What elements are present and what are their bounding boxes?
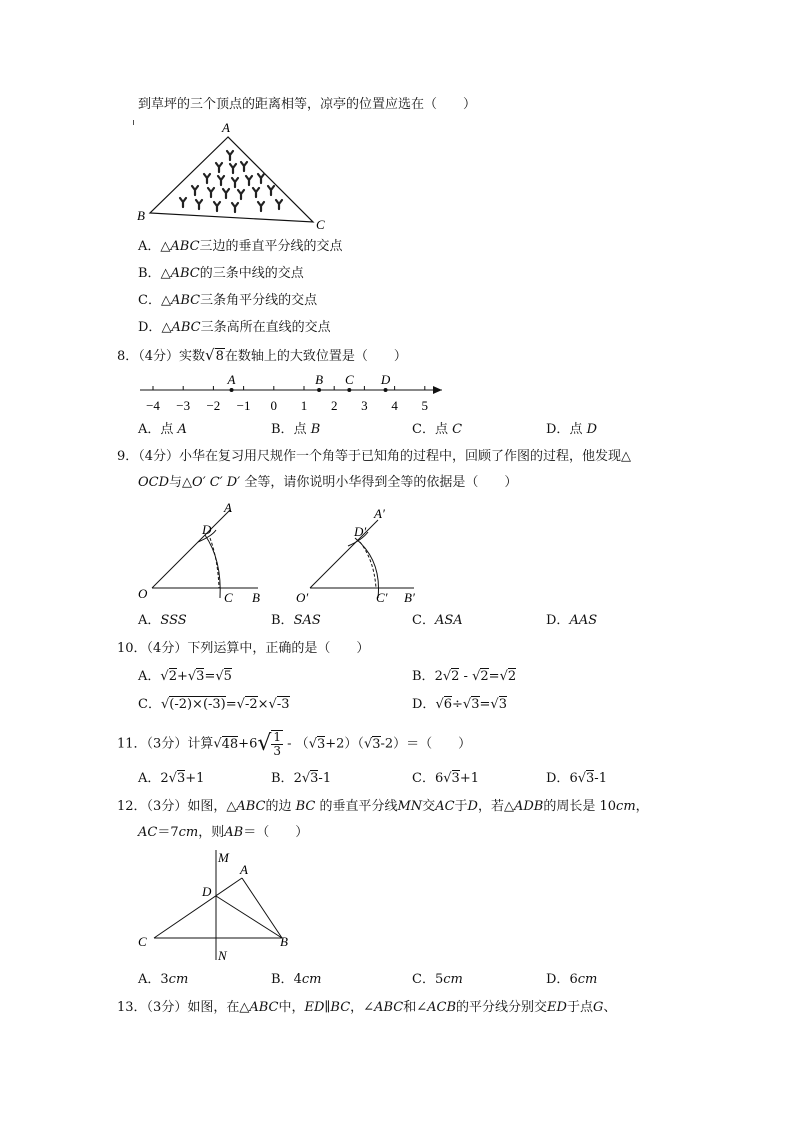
q10-stem: 10．（4分）下列运算中，正确的是（ ） — [117, 641, 370, 656]
axis-arrow — [433, 386, 442, 394]
tick-label: 5 — [421, 398, 429, 413]
tick-label: −3 — [176, 398, 191, 413]
q11-option-b[interactable]: B．2√3-1 — [271, 771, 332, 786]
q7-label-a: A — [222, 120, 230, 135]
sqrt-sign: √ — [205, 346, 215, 364]
fig2-label-b: B′ — [404, 590, 415, 605]
q7-option-c[interactable]: C．△ABC三条角平分线的交点 — [138, 293, 318, 308]
tick-label: −4 — [146, 398, 160, 413]
q13-stem: 13．（3分）如图，在△ABC中，ED∥BC，∠ABC和∠ACB的平分线分别交ED于点G、 — [117, 1000, 617, 1015]
fig2-label-o: O′ — [296, 590, 309, 605]
q10-option-d[interactable]: D．√6÷√3=√3 — [412, 697, 507, 712]
q11-stem: 11．（3分）计算√48+6√ $\frac{1}{3}$ - （√3+2）（√3-2）＝（ ） — [117, 730, 472, 758]
q12-option-d[interactable]: D．6cm — [546, 972, 598, 987]
tick-label: 4 — [391, 398, 398, 413]
q10-option-c[interactable]: C．√(-2)×(-3)=√-2×√-3 — [138, 697, 290, 712]
point-b — [317, 388, 321, 392]
q12-label-b: B — [280, 934, 288, 949]
fig2-label-a: A′ — [374, 506, 385, 521]
q12-option-b[interactable]: B．4cm — [271, 972, 322, 987]
q12-option-c[interactable]: C．5cm — [412, 972, 463, 987]
q7-label-b: B — [137, 208, 145, 223]
fig1-label-a: A — [224, 500, 232, 515]
q11-option-a[interactable]: A．2√3+1 — [138, 771, 205, 786]
q7-option-d[interactable]: D．△ABC三条高所在直线的交点 — [138, 320, 331, 335]
q8-option-c[interactable]: C．点 C — [412, 422, 463, 437]
q7-option-a[interactable]: A．△ABC三边的垂直平分线的交点 — [138, 239, 343, 254]
q7-lawn-figure — [133, 120, 333, 232]
tick-label: 1 — [300, 398, 308, 413]
point-label-b: B — [315, 372, 324, 387]
tick-label: 0 — [270, 398, 278, 413]
q12-label-a: A — [240, 862, 248, 877]
q9-figure-2 — [294, 498, 454, 608]
q12-label-d: D — [202, 884, 212, 899]
q8-number-line — [130, 372, 450, 418]
fig1-label-c: C — [224, 590, 233, 605]
q9-option-b[interactable]: B．SAS — [271, 613, 321, 628]
fig1-label-d: D — [202, 522, 212, 537]
q9-option-d[interactable]: D．AAS — [546, 613, 598, 628]
q7-option-b[interactable]: B．△ABC的三条中线的交点 — [138, 266, 304, 281]
q12-figure — [134, 848, 304, 966]
q10-option-a[interactable]: A．√2+√3=√5 — [138, 669, 232, 684]
q9-stem-line2: OCD与△O′ C′ D′ 全等，请你说明小华得到全等的依据是（ ） — [138, 475, 518, 490]
fig1-label-b: B — [252, 590, 260, 605]
q12-stem-line1: 12．（3分）如图，△ABC的边 BC 的垂直平分线MN交AC于D，若△ADB的周长是 10cm， — [117, 799, 649, 814]
q8-stem: 8．（4分）实数√8在数轴上的大致位置是（ ） — [117, 346, 407, 364]
grass-tufts — [133, 120, 136, 125]
q12-label-m: M — [218, 850, 229, 865]
q12-label-c: C — [138, 934, 147, 949]
q12-stem-line2: AC＝7cm，则AB＝（ ） — [138, 825, 309, 840]
q9-option-a[interactable]: A．SSS — [138, 613, 187, 628]
grass-field — [180, 151, 282, 212]
q9-stem-line1: 9．（4分）小华在复习用尺规作一个角等于已知角的过程中，回顾了作图的过程，他发现△ — [117, 449, 632, 464]
point-label-c: C — [344, 372, 354, 387]
q12-option-a[interactable]: A．3cm — [138, 972, 189, 987]
tick-label: 2 — [330, 398, 338, 413]
q8-option-b[interactable]: B．点 B — [271, 422, 321, 437]
point-d — [384, 388, 388, 392]
q9-figure-1 — [136, 498, 276, 608]
q8-option-d[interactable]: D．点 D — [546, 422, 598, 437]
point-a — [230, 388, 234, 392]
q7-label-c: C — [316, 217, 325, 232]
q11-option-c[interactable]: C．6√3+1 — [412, 771, 479, 786]
point-label-a: A — [227, 372, 236, 387]
tick-label: 3 — [361, 398, 368, 413]
q8-option-a[interactable]: A．点 A — [138, 422, 187, 437]
q9-option-c[interactable]: C．ASA — [412, 613, 463, 628]
q10-option-b[interactable]: B．2√2 - √2=√2 — [412, 669, 517, 684]
fig2-label-c: C′ — [376, 590, 388, 605]
q11-option-d[interactable]: D．6√3-1 — [546, 771, 607, 786]
fig1-label-o: O — [138, 586, 148, 601]
point-label-d: D — [380, 372, 391, 387]
fig2-label-d: D′ — [354, 524, 367, 539]
tick-label: −2 — [206, 398, 221, 413]
q7-stem: 到草坪的三个顶点的距离相等，凉亭的位置应选在（ ） — [138, 97, 477, 112]
point-c — [347, 388, 351, 392]
q12-label-n: N — [218, 948, 227, 963]
tick-label: −1 — [236, 398, 251, 413]
